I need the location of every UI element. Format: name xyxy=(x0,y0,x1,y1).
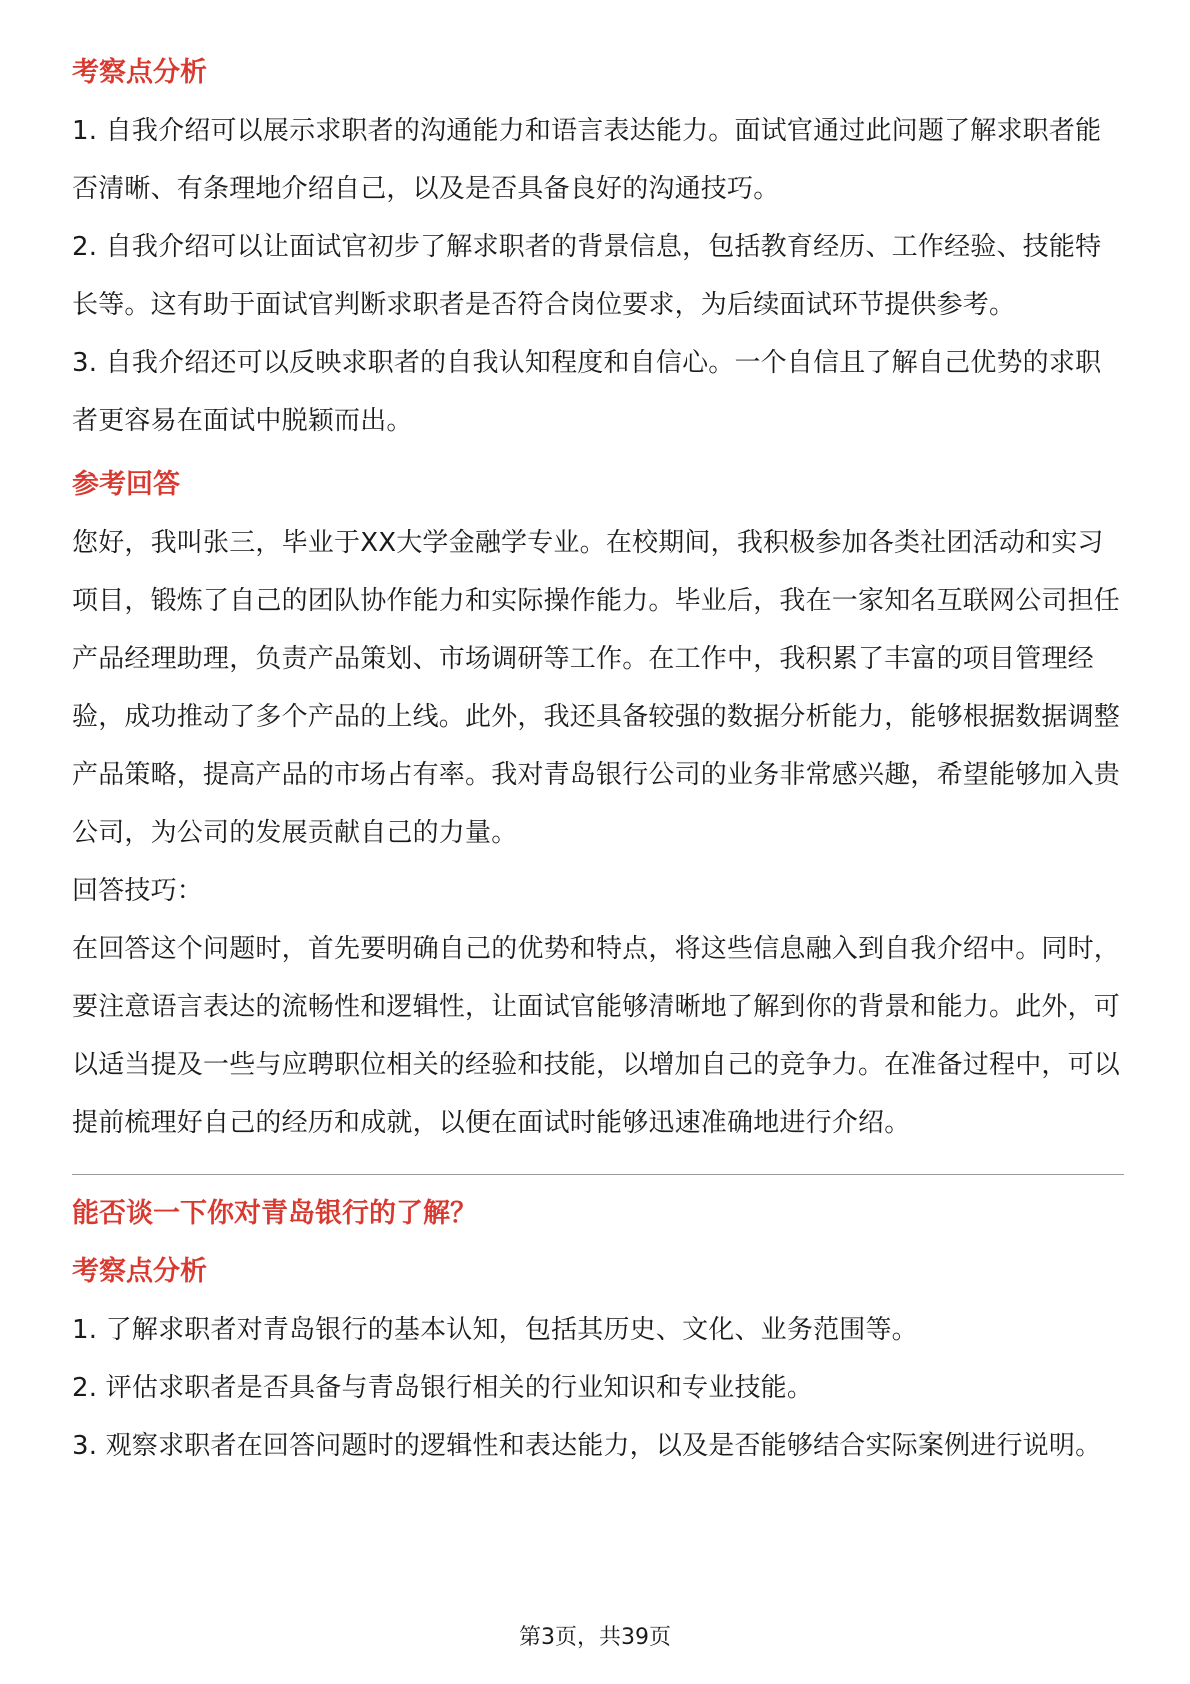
analysis-item-2: 2. 自我介绍可以让面试官初步了解求职者的背景信息，包括教育经历、工作经验、技能特长等。这有助于面试官判断求职者是否符合岗位要求，为后续面试环节提供参考。 xyxy=(72,232,1102,320)
question-analysis-item-3: 3. 观察求职者在回答问题时的逻辑性和表达能力，以及是否能够结合实际案例进行说明。 xyxy=(72,1431,1102,1461)
analysis-item-1: 1. 自我介绍可以展示求职者的沟通能力和语言表达能力。面试官通过此问题了解求职者能否清晰、有条理地介绍自己，以及是否具备良好的沟通技巧。 xyxy=(72,116,1102,204)
question-analysis-item-2: 2. 评估求职者是否具备与青岛银行相关的行业知识和专业技能。 xyxy=(72,1373,814,1403)
section-divider xyxy=(72,1174,1124,1175)
answer-tips-label: 回答技巧： xyxy=(72,876,204,906)
question-title: 能否谈一下你对青岛银行的了解？ xyxy=(72,1198,477,1229)
reference-answer-text: 您好，我叫张三，毕业于XX大学金融学专业。在校期间，我积极参加各类社团活动和实习项目，锻炼了自己的团队协作能力和实际操作能力。毕业后，我在一家知名互联网公司担任产品经理助理，负责产品策划、市场调研等工作。在工作中，我积累了丰富的项目管理经验，成功推动了多个产品的上线。此外，我还具备较强的数据分析能力，能够根据数据调整产品策略，提高产品的市场占有率。我对青岛银行公司的业务非常感兴趣，希望能够加入贵公司，为公司的发展贡献自己的力量。 xyxy=(72,528,1121,848)
question-analysis-item-1: 1. 了解求职者对青岛银行的基本认知，包括其历史、文化、业务范围等。 xyxy=(72,1315,918,1345)
page-content xyxy=(72,44,1124,1475)
reference-answer-heading: 参考回答 xyxy=(72,469,180,500)
analysis-heading: 考察点分析 xyxy=(72,57,207,88)
answer-tips-text: 在回答这个问题时，首先要明确自己的优势和特点，将这些信息融入到自我介绍中。同时，要注意语言表达的流畅性和逻辑性，让面试官能够清晰地了解到你的背景和能力。此外，可以适当提及一些与应聘职位相关的经验和技能，以增加自己的竞争力。在准备过程中，可以提前梳理好自己的经历和成就，以便在面试时能够迅速准确地进行介绍。 xyxy=(72,934,1121,1138)
question-analysis-heading: 考察点分析 xyxy=(72,1256,207,1287)
analysis-item-3: 3. 自我介绍还可以反映求职者的自我认知程度和自信心。一个自信且了解自己优势的求职者更容易在面试中脱颖而出。 xyxy=(72,348,1102,436)
page-number: 第3页，共39页 xyxy=(519,1625,671,1650)
